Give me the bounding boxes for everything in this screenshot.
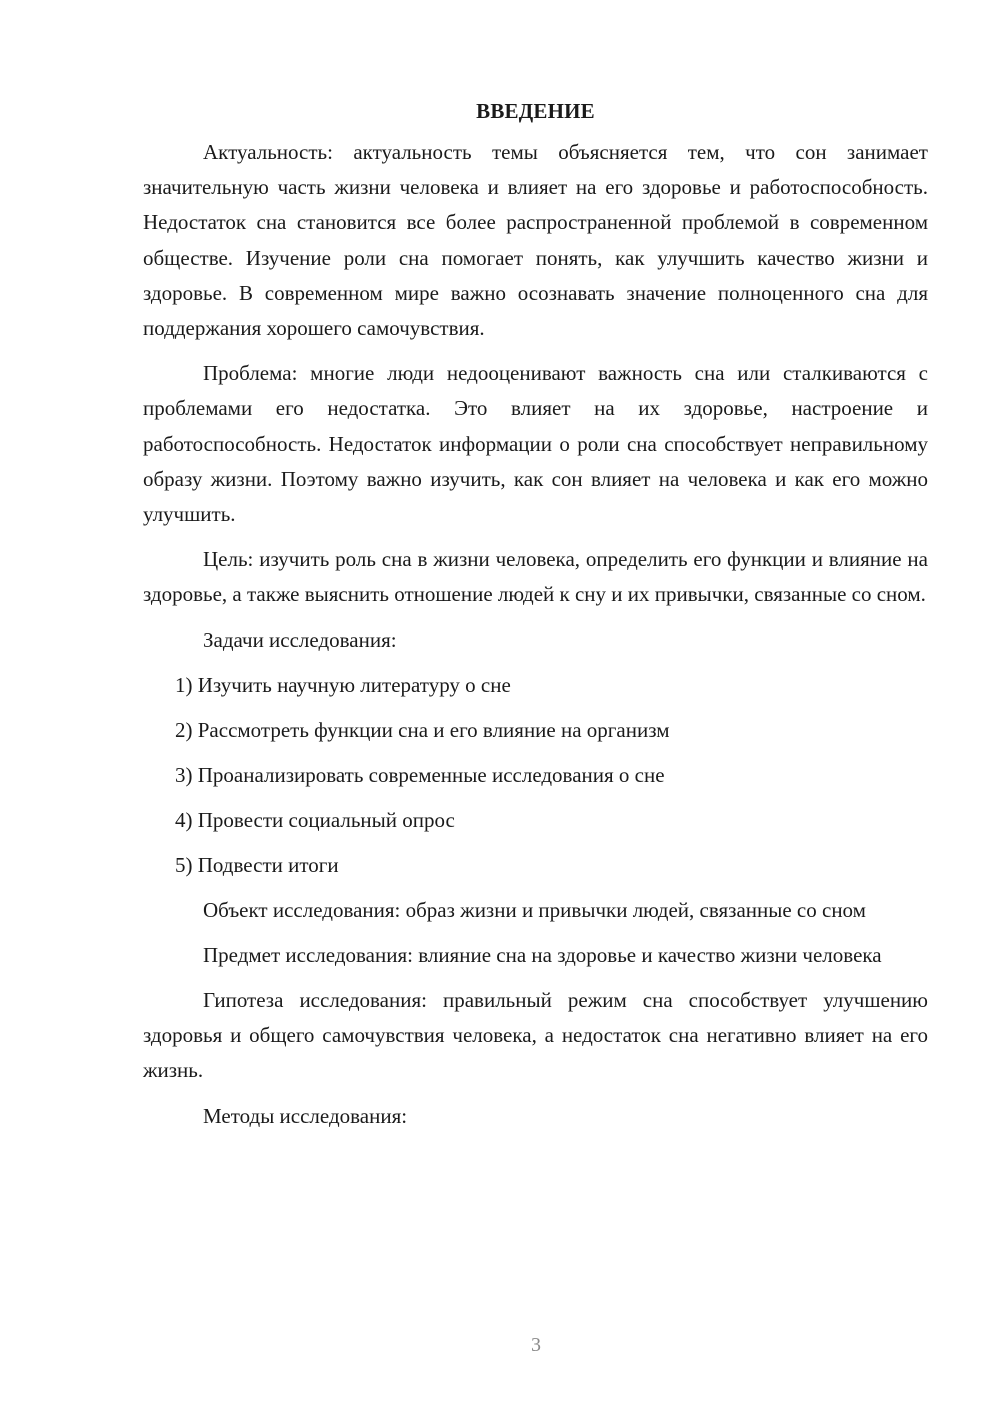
subject-paragraph: Предмет исследования: влияние сна на здоровье и качество жизни человека bbox=[203, 942, 882, 967]
task-item: 5) Подвести итоги bbox=[175, 852, 339, 877]
task-item: 2) Рассмотреть функции сна и его влияние на организм bbox=[175, 717, 670, 742]
page-number: 3 bbox=[531, 1334, 541, 1356]
methods-heading: Методы исследования: bbox=[203, 1103, 408, 1128]
goal-paragraph: Цель: изучить роль сна в жизни человека, определить его функции и влияние на здоровье, а также выяснить отношение людей к сну и их привычки, связанные со сном. bbox=[143, 547, 928, 607]
hypothesis-paragraph: Гипотеза исследования: правильный режим сна способствует улучшению здоровья и общего самочувствия человека, а недостаток сна негативно влияет на его жизнь. bbox=[143, 988, 928, 1083]
object-paragraph: Объект исследования: образ жизни и привычки людей, связанные со сном bbox=[203, 897, 866, 922]
task-item: 3) Проанализировать современные исследования о сне bbox=[175, 762, 665, 787]
tasks-heading: Задачи исследования: bbox=[203, 627, 397, 652]
tasks-list bbox=[143, 668, 928, 883]
problem-paragraph: Проблема: многие люди недооценивают важность сна или сталкиваются с проблемами его недостатка. Это влияет на их здоровье, настроение и работоспособность. Недостаток информации о роли сна способствует неправильному образу жизни. Поэтому важно изучить, как сон влияет на человека и как его можно улучшить. bbox=[143, 361, 928, 527]
section-title: ВВЕДЕНИЕ bbox=[476, 99, 595, 123]
task-item: 4) Провести социальный опрос bbox=[175, 807, 455, 832]
task-item: 1) Изучить научную литературу о сне bbox=[175, 672, 511, 697]
relevance-paragraph: Актуальность: актуальность темы объясняется тем, что сон занимает значительную часть жизни человека и влияет на его здоровье и работоспособность. Недостаток сна становится все более распространенной проблемой в современном обществе. Изучение роли сна помогает понять, как улучшить качество жизни и здоровье. В современном мире важно осознавать значение полноценного сна для поддержания хорошего самочувствия. bbox=[143, 140, 928, 341]
document-page bbox=[143, 94, 928, 1144]
